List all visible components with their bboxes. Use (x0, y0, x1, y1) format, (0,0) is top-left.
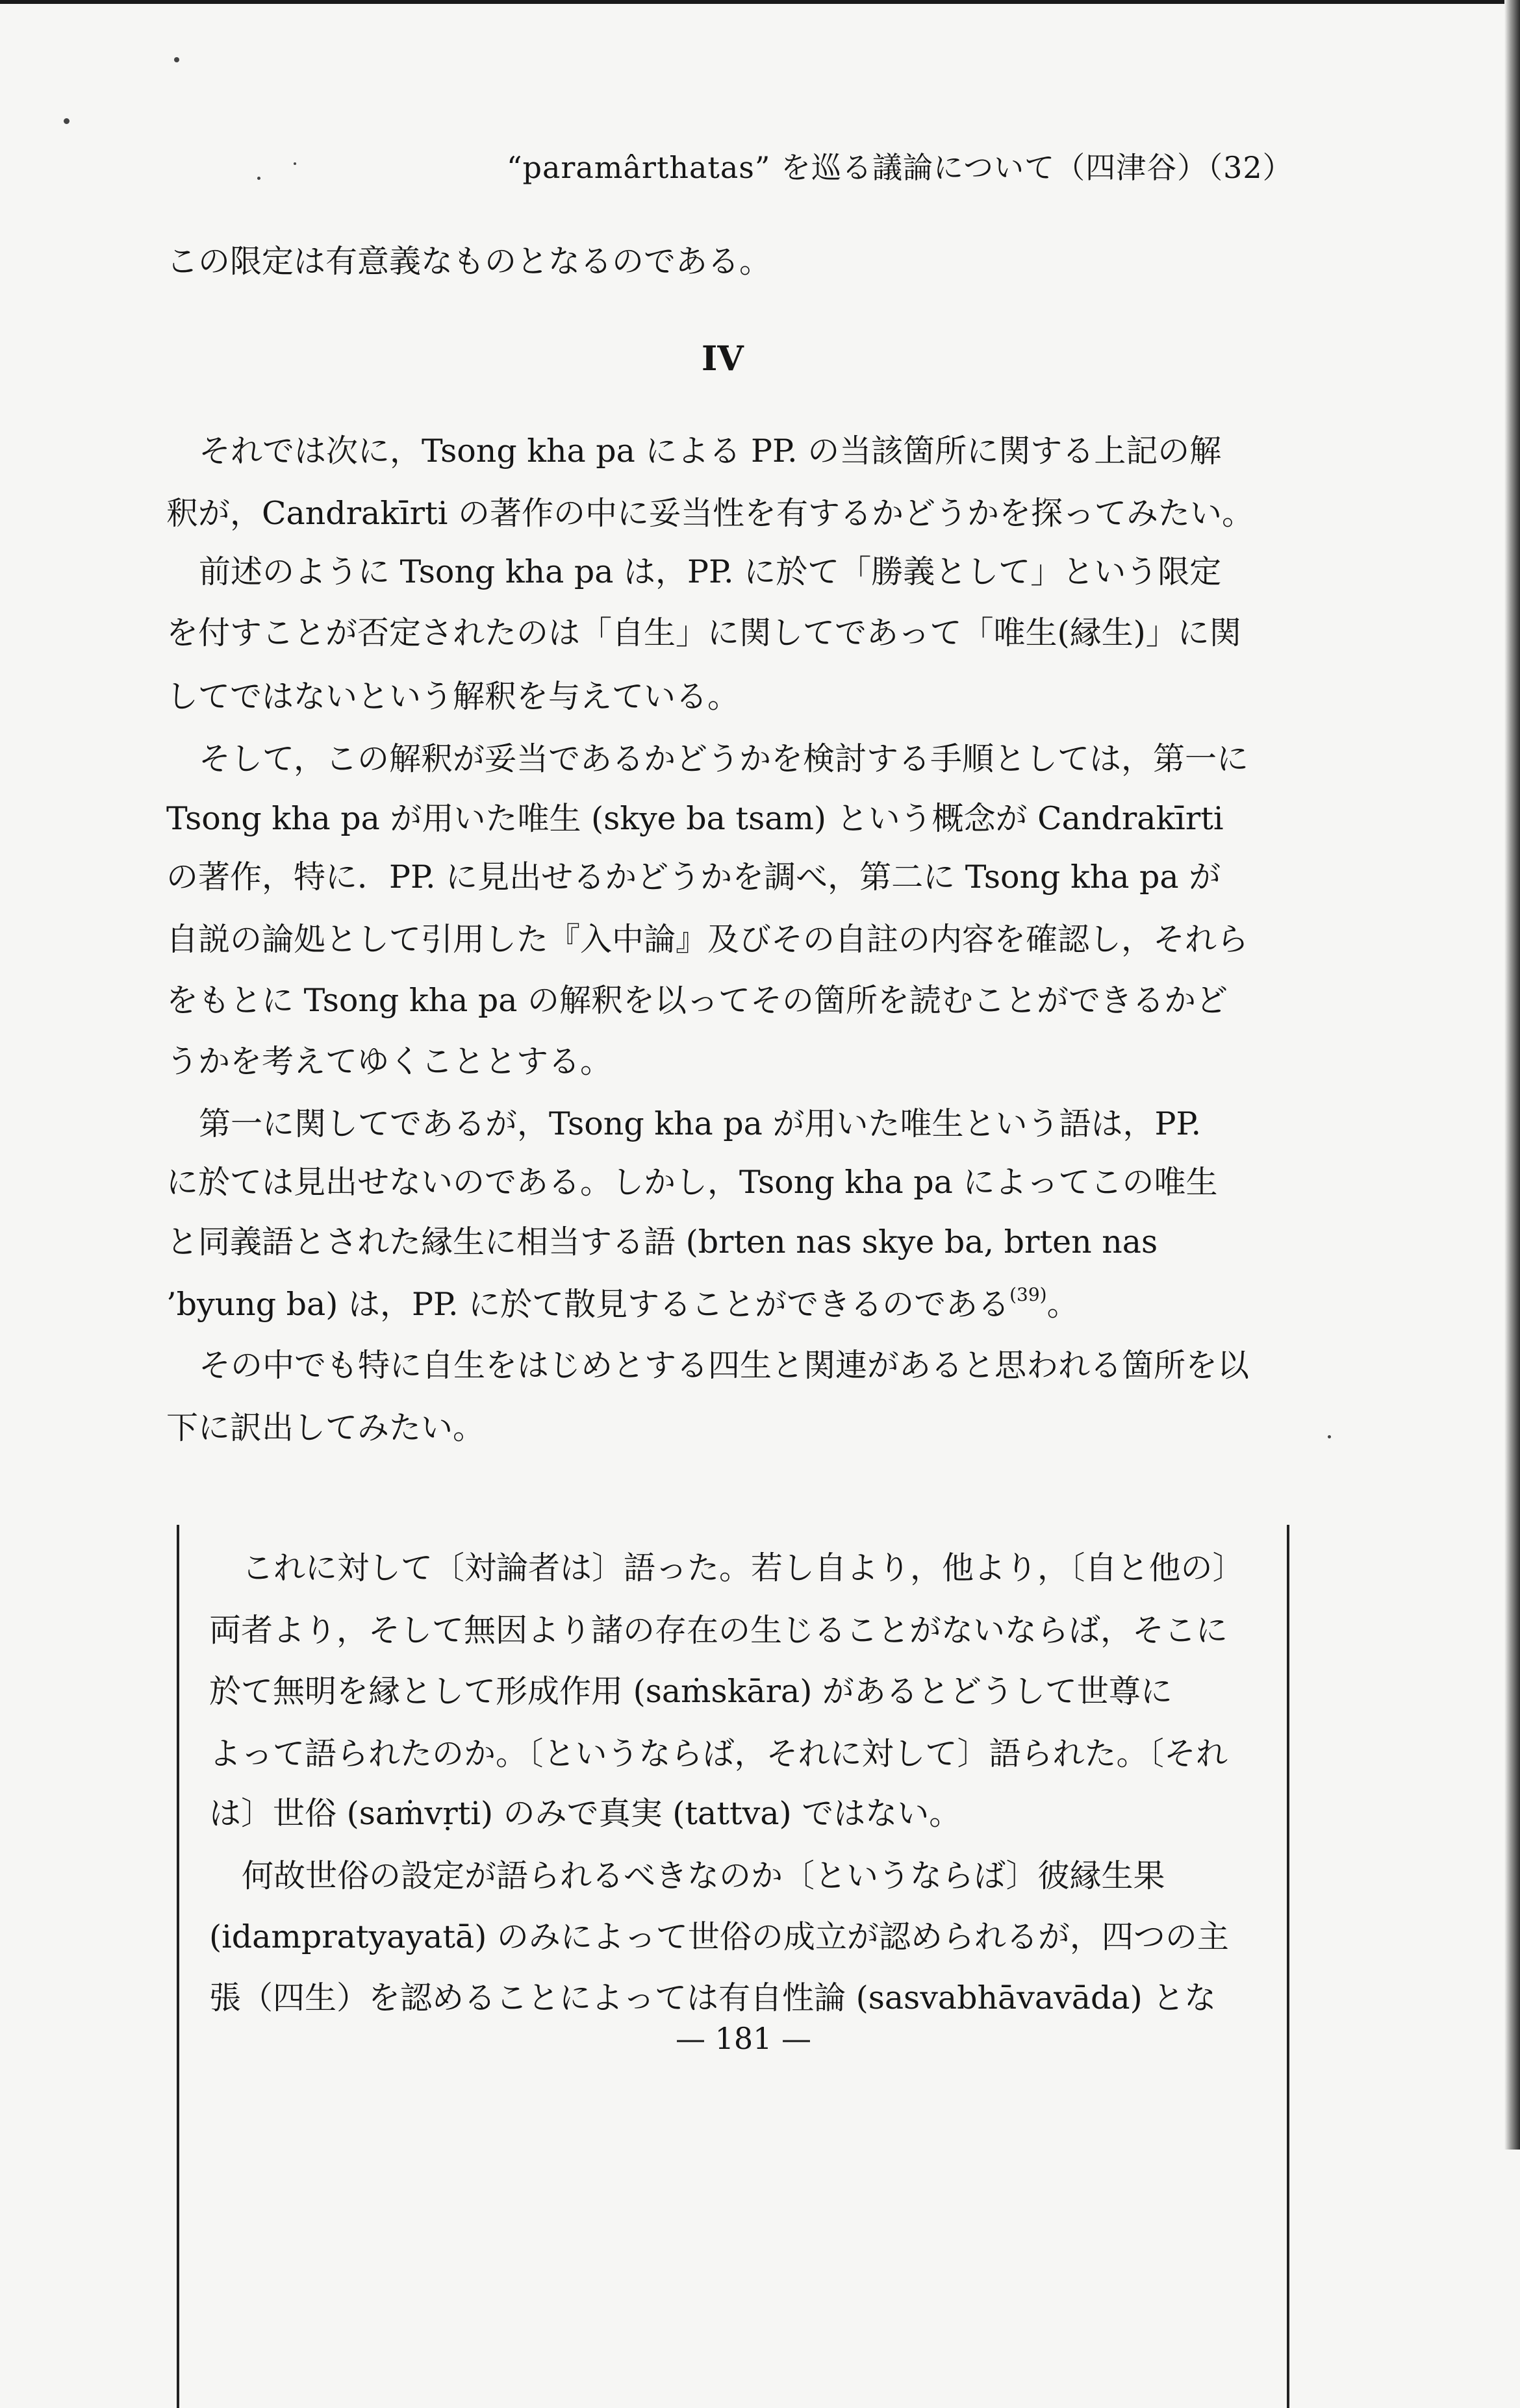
paragraph-line: 自説の論処として引用した『入中論』及びその自註の内容を確認し，それら (166, 921, 1249, 958)
page-number: — 181 — (676, 2021, 812, 2056)
paragraph-line: を付すことが否定されたのは「自生」に関してであって「唯生(縁生)」に関 (166, 614, 1241, 651)
paragraph-line (166, 1284, 1079, 1323)
paragraph-line: 釈が，Candrakīrti の著作の中に妥当性を有するかどうかを探ってみたい。 (166, 495, 1254, 532)
paragraph-line: 第一に関してであるが，Tsong kha pa が用いた唯生という語は，PP. (199, 1105, 1202, 1142)
quote-line: 於て無明を縁として形成作用 (saṁskāra) があるとどうして世尊に (209, 1673, 1172, 1710)
scan-speck (1328, 1435, 1331, 1438)
quote-line: (idampratyayatā) のみによって世俗の成立が認められるが，四つの主 (209, 1918, 1229, 1955)
section-heading: IV (702, 339, 744, 379)
paragraph-line: その中でも特に自生をはじめとする四生と関連があると思われる箇所を以 (199, 1347, 1250, 1384)
paragraph-line-text: ’byung ba) は，PP. に於て散見することができるのである (166, 1286, 1010, 1323)
scan-speck (257, 177, 260, 180)
paragraph-line: に於ては見出せないのである。しかし，Tsong kha pa によってこの唯生 (166, 1164, 1218, 1201)
paragraph-line: と同義語とされた縁生に相当する語 (brten nas skye ba, brten nas (166, 1223, 1158, 1260)
paragraph-line: そして，この解釈が妥当であるかどうかを検討する手順としては，第一に (199, 740, 1249, 777)
quote-line: これに対して〔対論者は〕語った。若し自より，他より，〔自と他の〕 (242, 1549, 1245, 1587)
scan-top-border (0, 0, 1520, 4)
quote-line: 張（四生）を認めることによっては有自性論 (sasvabhāvavāda) とな (209, 1979, 1217, 2016)
paragraph-line: 下に訳出してみたい。 (166, 1409, 485, 1446)
paragraph-line: Tsong kha pa が用いた唯生 (skye ba tsam) という概念が Candrakīrti (166, 800, 1224, 837)
paragraph-line: の著作，特に．PP. に見出せるかどうかを調べ，第二に Tsong kha pa が (166, 859, 1221, 896)
paragraph-line-end: 。 (1046, 1286, 1079, 1323)
scan-binding-edge (1504, 0, 1520, 2150)
paragraph-line: この限定は有意義なものとなるのである。 (166, 243, 772, 280)
running-header: “paramârthatas” を巡る議論について（四津谷）（32） (507, 150, 1293, 185)
quote-line: 両者より，そして無因より諸の存在の生じることがないならば，そこに (209, 1612, 1228, 1649)
scan-speck (64, 118, 70, 124)
paragraph-line: 前述のように Tsong kha pa は，PP. に於て「勝義として」という限定 (199, 553, 1222, 590)
scan-speck (174, 57, 179, 62)
quote-line: よって語られたのか。〔というならば，それに対して〕語られた。〔それ (209, 1735, 1228, 1772)
paragraph-line: それでは次に，Tsong kha pa による PP. の当該箇所に関する上記の解 (199, 433, 1222, 470)
paragraph-line: をもとに Tsong kha pa の解釈を以ってその箇所を読むことができるかど (166, 982, 1228, 1019)
paragraph-line: してではないという解釈を与えている。 (166, 678, 740, 715)
scan-speck (294, 162, 296, 165)
block-quote (177, 1525, 1289, 2408)
paragraph-line: うかを考えてゆくこととする。 (166, 1043, 613, 1080)
footnote-reference: (39) (1009, 1284, 1047, 1305)
quote-line: は〕世俗 (saṁvṛti) のみで真実 (tattva) ではない。 (209, 1795, 961, 1832)
quote-line: 何故世俗の設定が語られるべきなのか〔というならば〕彼縁生果 (242, 1857, 1165, 1894)
